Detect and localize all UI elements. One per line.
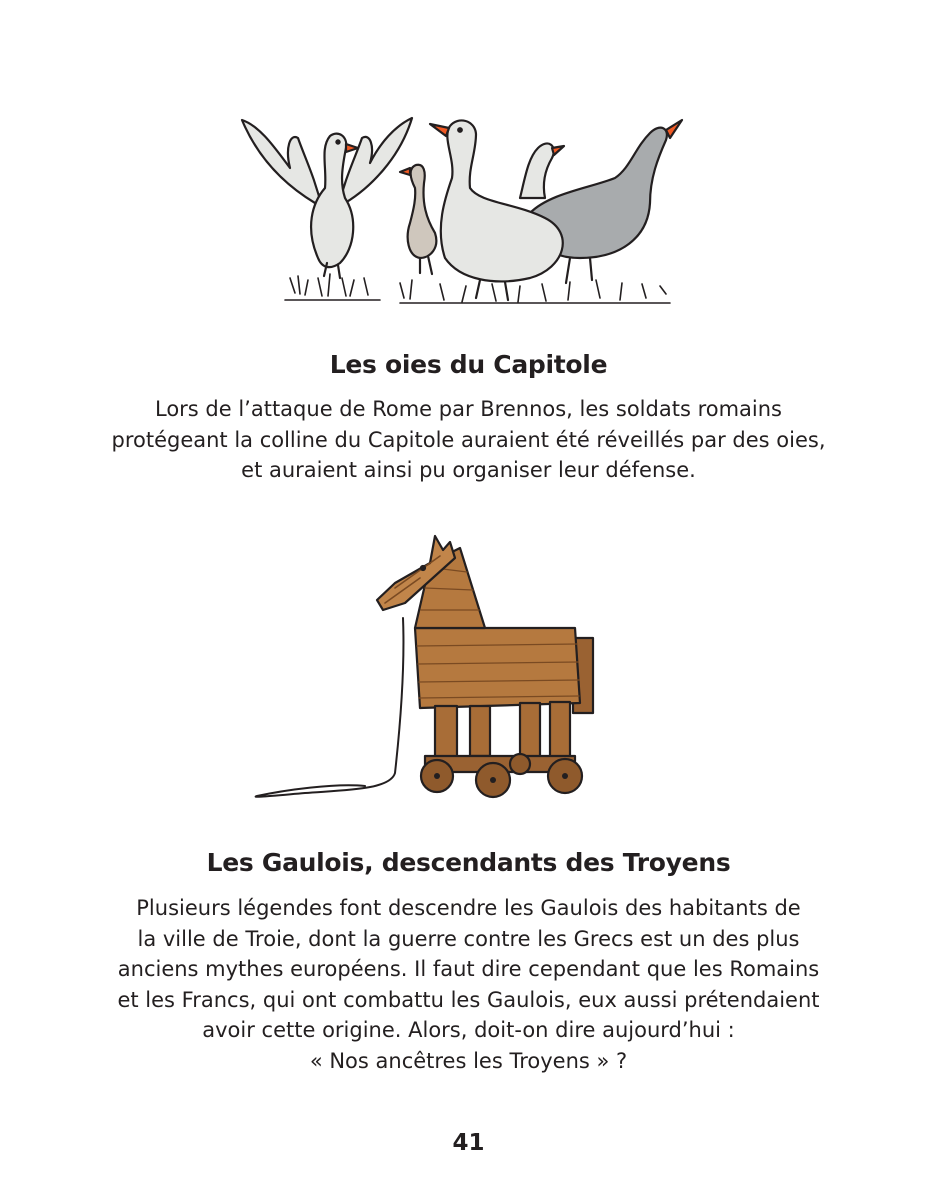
trojan-horse-illustration xyxy=(245,528,615,813)
horse-leg xyxy=(520,703,540,758)
text-line: « Nos ancêtres les Troyens » ? xyxy=(309,1048,628,1073)
text-line: avoir cette origine. Alors, doit-on dire aujourd’hui : xyxy=(202,1018,735,1042)
horse-leg xyxy=(470,706,490,756)
section-title-capitole: Les oies du Capitole xyxy=(329,350,608,379)
section-body-capitole xyxy=(40,394,897,486)
text-line: Plusieurs légendes font descendre les Gaulois des habitants de xyxy=(136,896,801,920)
rope xyxy=(256,618,404,797)
page-number: 41 xyxy=(452,1130,485,1156)
goose-illustration xyxy=(230,108,690,313)
text-line: et les Francs, qui ont combattu les Gaulois, eux aussi prétendaient xyxy=(117,987,820,1012)
small-goose xyxy=(400,165,436,274)
text-line: anciens mythes européens. Il faut dire cependant que les Romains xyxy=(117,957,820,981)
flapping-goose xyxy=(242,118,412,278)
horse-leg xyxy=(550,702,570,758)
section-title-troyens: Les Gaulois, descendants des Troyens xyxy=(206,848,731,877)
text-line: protégeant la colline du Capitole auraient été réveillés par des oies, xyxy=(111,427,826,452)
text-line: et auraient ainsi pu organiser leur défense. xyxy=(241,458,696,482)
section-body-troyens xyxy=(40,893,897,1076)
horse-leg xyxy=(435,706,457,761)
back-goose xyxy=(520,143,564,198)
text-line: la ville de Troie, dont la guerre contre les Grecs est un des plus xyxy=(137,926,800,951)
text-line: Lors de l’attaque de Rome par Brennos, les soldats romains xyxy=(154,397,783,421)
